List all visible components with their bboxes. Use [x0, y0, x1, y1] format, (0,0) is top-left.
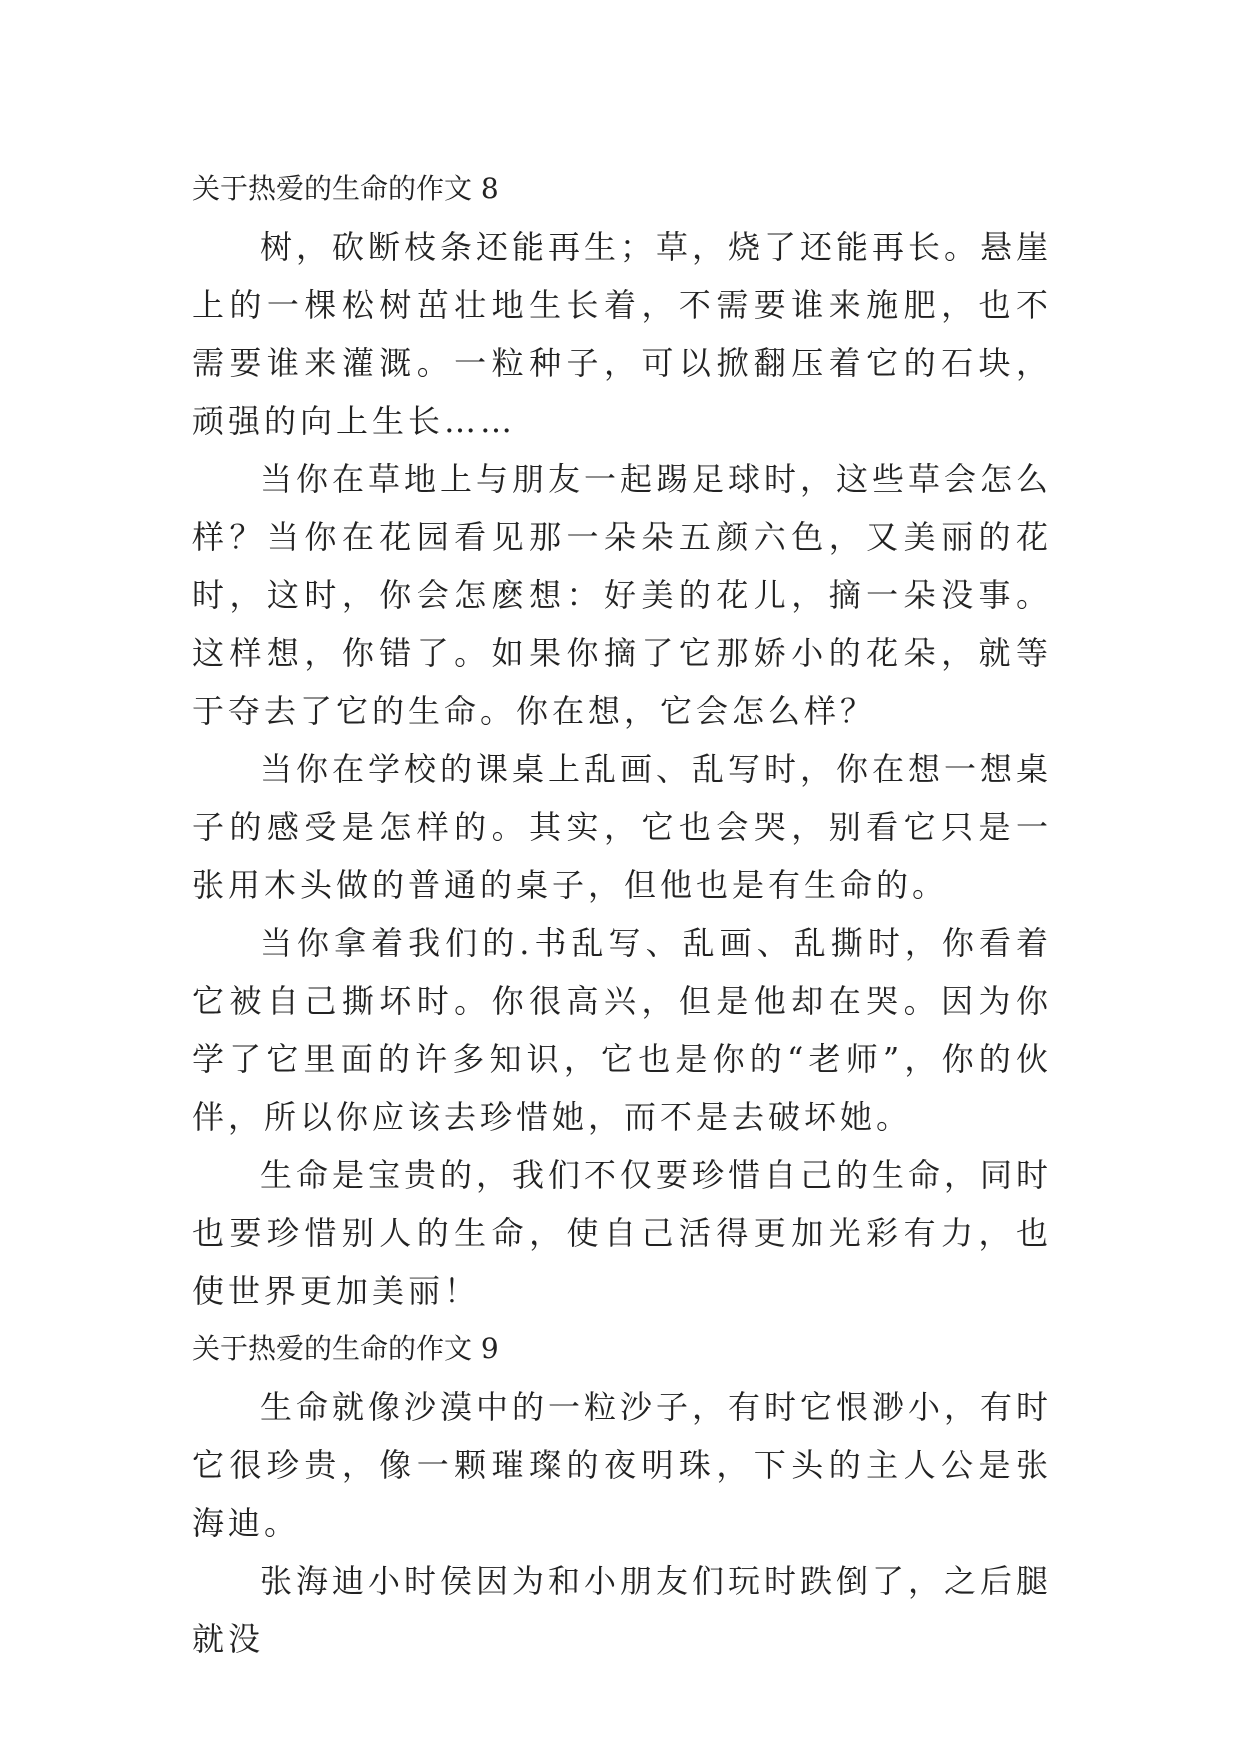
- essay-paragraph: 树，砍断枝条还能再生；草，烧了还能再长。悬崖上的一棵松树茁壮地生长着，不需要谁来施肥，也不需要谁来灌溉。一粒种子，可以掀翻压着它的石块，顽强的向上生长……: [192, 228, 1053, 440]
- essay-heading: 关于热爱的生命的作文 8: [192, 172, 499, 205]
- essay-paragraph: 张海迪小时侯因为和小朋友们玩时跌倒了，之后腿就没: [192, 1562, 1053, 1658]
- document-body: [192, 160, 1052, 1668]
- essay-section: [192, 160, 1052, 1320]
- essay-paragraph: 生命是宝贵的，我们不仅要珍惜自己的生命，同时也要珍惜别人的生命，使自己活得更加光彩有力，也使世界更加美丽！: [192, 1156, 1053, 1310]
- essay-paragraph: 当你在草地上与朋友一起踢足球时，这些草会怎么样？当你在花园看见那一朵朵五颜六色，又美丽的花时，这时，你会怎麽想：好美的花儿，摘一朵没事。这样想，你错了。如果你摘了它那娇小的花朵，就等于夺去了它的生命。你在想，它会怎么样？: [192, 460, 1053, 730]
- essay-paragraph: 当你拿着我们的.书乱写、乱画、乱撕时，你看着它被自己撕坏时。你很高兴，但是他却在哭。因为你学了它里面的许多知识，它也是你的“老师”，你的伙伴，所以你应该去珍惜她，而不是去破坏她。: [192, 924, 1052, 1136]
- essay-paragraph: 当你在学校的课桌上乱画、乱写时，你在想一想桌子的感受是怎样的。其实，它也会哭，别看它只是一张用木头做的普通的桌子，但他也是有生命的。: [192, 750, 1053, 904]
- essay-section: [192, 1320, 1052, 1668]
- essay-heading: 关于热爱的生命的作文 9: [192, 1332, 499, 1365]
- essay-paragraph: 生命就像沙漠中的一粒沙子，有时它恨渺小，有时它很珍贵，像一颗璀璨的夜明珠，下头的主人公是张海迪。: [192, 1388, 1053, 1542]
